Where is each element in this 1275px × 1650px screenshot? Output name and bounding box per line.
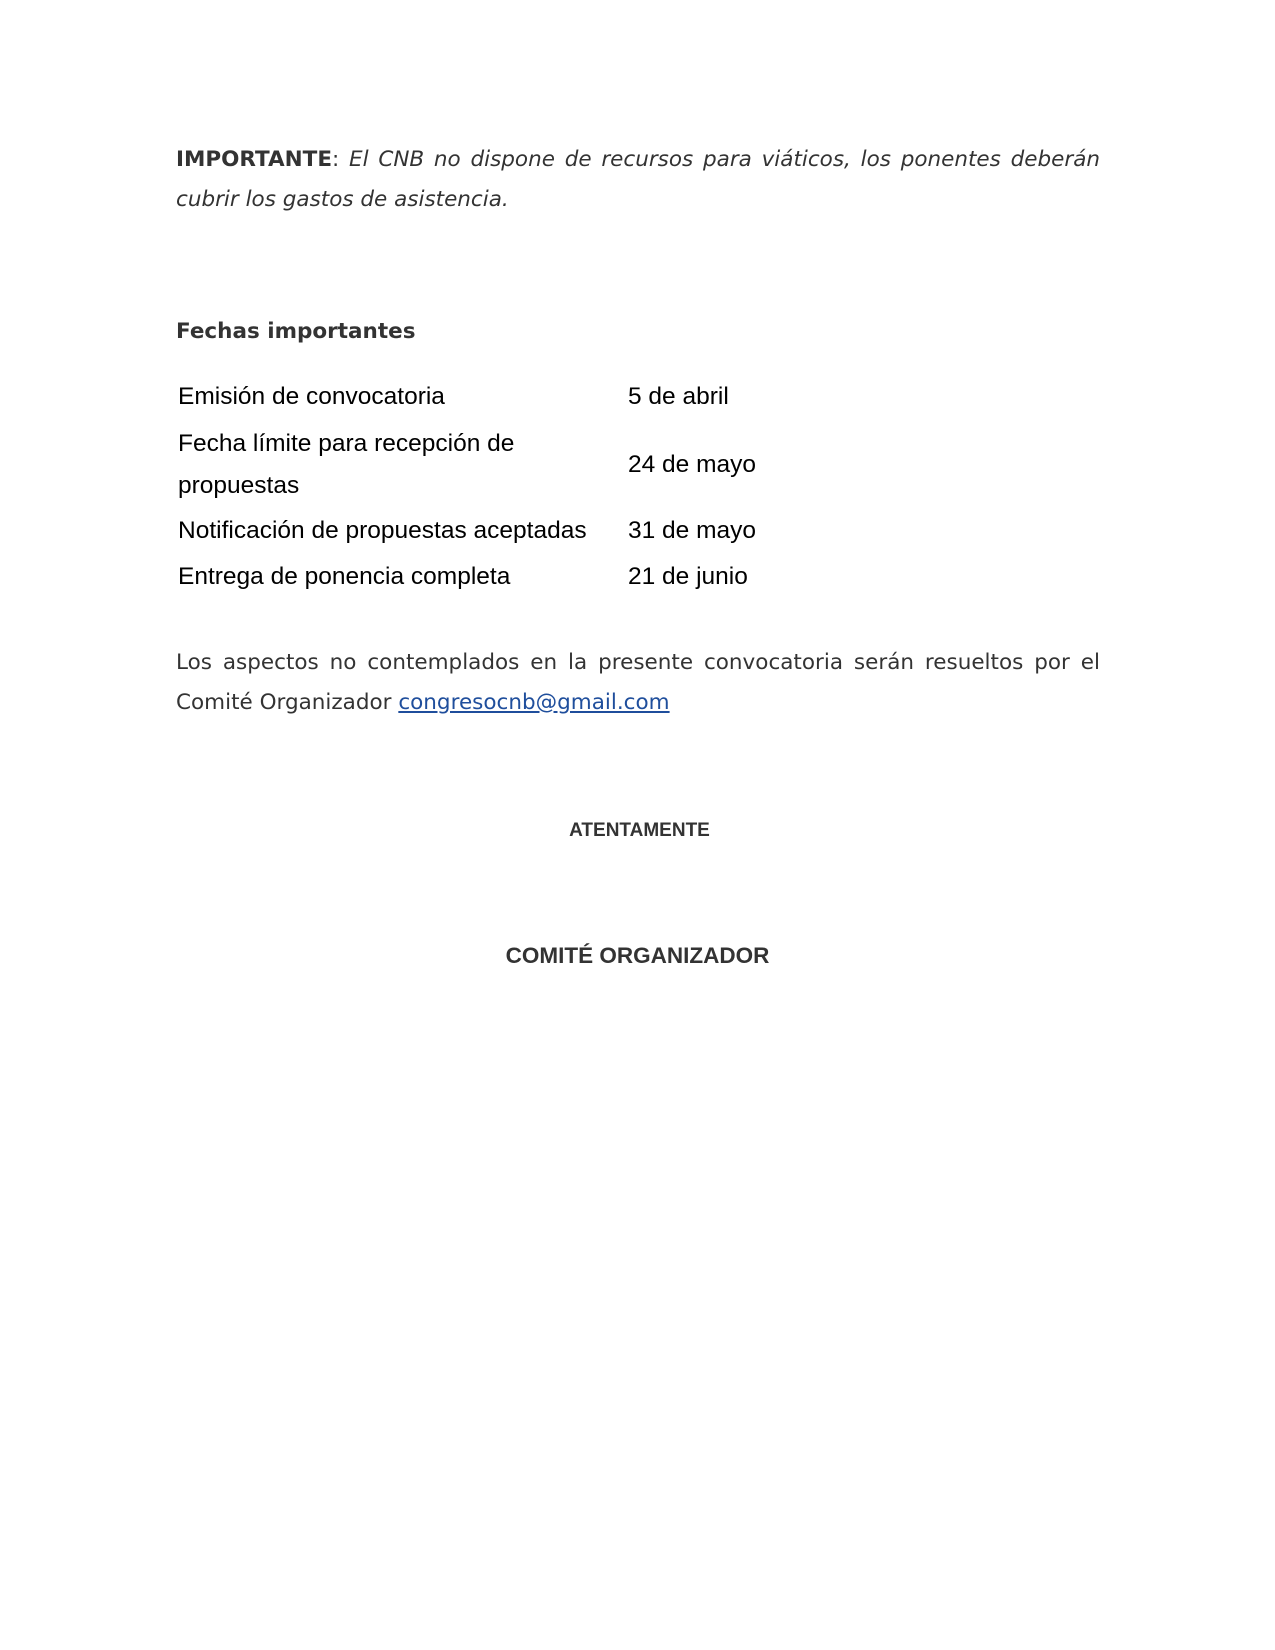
- dates-table: [178, 376, 828, 598]
- closing-salutation: ATENTAMENTE: [569, 820, 710, 841]
- date-cell: 31 de mayo: [628, 517, 757, 544]
- event-cell: Emisión de convocatoria: [178, 383, 445, 410]
- event-cell: Fecha límite para recepción de propuestas: [178, 430, 515, 499]
- important-text: El CNB no dispone de recursos para viáticos, los ponentes deberán cubrir los gastos de asistencia.: [176, 147, 1100, 212]
- date-cell: 24 de mayo: [628, 451, 757, 478]
- date-cell: 21 de junio: [628, 563, 748, 590]
- table-row: [178, 376, 828, 422]
- table-row: [178, 556, 828, 598]
- important-notice: [176, 140, 1100, 220]
- email-link[interactable]: congresocnb@gmail.com: [398, 690, 670, 715]
- aspects-paragraph: [176, 643, 1100, 723]
- table-row: [178, 422, 828, 510]
- event-cell: Notificación de propuestas aceptadas: [178, 517, 587, 544]
- date-cell: 5 de abril: [628, 383, 729, 410]
- table-row: [178, 510, 828, 556]
- important-separator: :: [332, 147, 350, 172]
- aspects-text: Los aspectos no contemplados en la presente convocatoria serán resueltos por el Comité Organizador: [176, 650, 1100, 715]
- dates-heading: Fechas importantes: [176, 319, 416, 344]
- event-cell: Entrega de ponencia completa: [178, 563, 511, 590]
- important-label: IMPORTANTE: [176, 147, 333, 172]
- signatory: COMITÉ ORGANIZADOR: [505, 943, 770, 968]
